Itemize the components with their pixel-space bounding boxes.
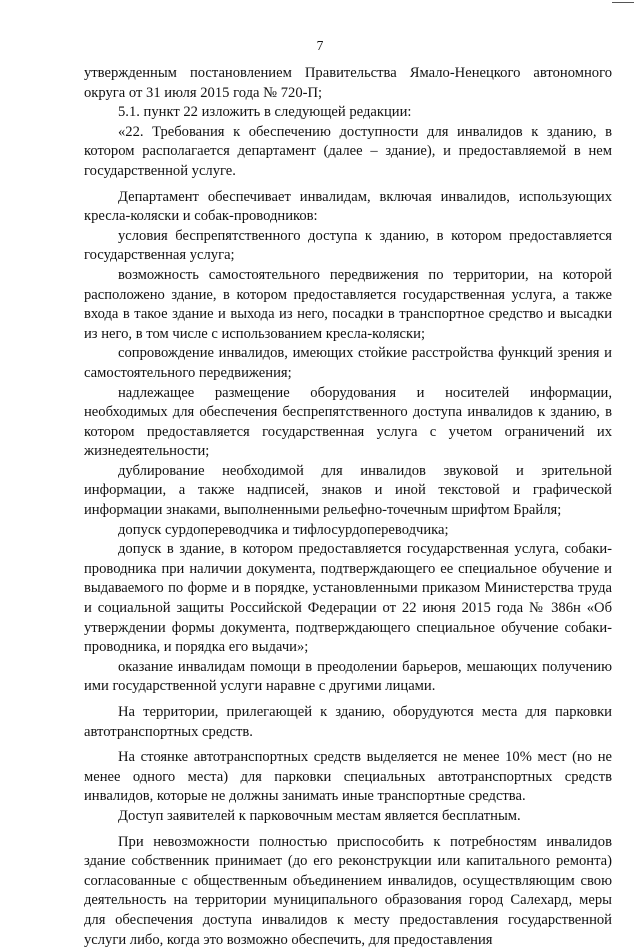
- paragraph: надлежащее размещение оборудования и носителей информации, необходимых для обеспечения беспрепятственного доступа инвалидов к зданию, в котором предоставляется государственная услуга с учетом ограничений их жизнедеятельности;: [84, 384, 612, 460]
- paragraph: При невозможности полностью приспособить к потребностям инвалидов здание собственник принимает (до его реконструкции или капитального ремонта) согласованные с общественным объединением инвалидов, осуществляющим свою деятельность на территории муниципального образования город Салехард, меры для обеспечения доступа инвалидов к месту предоставления государственной услуги либо, когда это возможно обеспечить, для предоставления: [84, 833, 612, 948]
- paragraph: Доступ заявителей к парковочным местам является бесплатным.: [118, 807, 521, 824]
- paragraph: На стоянке автотранспортных средств выделяется не менее 10% мест (но не менее одного места) для парковки специальных автотранспортных средств инвалидов, которые не должны занимать иные транспортные средства.: [84, 749, 612, 805]
- paragraph: 5.1. пункт 22 изложить в следующей редакции:: [118, 104, 412, 121]
- page-number: 7: [316, 38, 324, 53]
- paragraph: допуск в здание, в котором предоставляется государственная услуга, собаки-проводника при наличии документа, подтверждающего ее специальное обучение и выдаваемого по форме и в порядке, установленными приказом Министерства труда и социальной защиты Российской Федерации от 22 июня 2015 года № 386н «Об утверждении формы документа, подтверждающего специальное обучение собаки-проводника, и порядка его выдачи»;: [84, 541, 612, 656]
- paragraph: условия беспрепятственного доступа к зданию, в котором предоставляется государственная услуга;: [84, 227, 612, 264]
- paragraph: допуск сурдопереводчика и тифлосурдопереводчика;: [118, 521, 449, 538]
- paragraph: На территории, прилегающей к зданию, оборудуются места для парковки автотранспортных средств.: [84, 704, 612, 740]
- paragraph: возможность самостоятельного передвижения по территории, на которой расположено здание, в котором предоставляется государственная услуга, а также входа в такое здание и выхода из него, посадки в транспортное средство и высадки из него, в том числе с использованием кресла-коляски;: [84, 266, 612, 342]
- paragraph: дублирование необходимой для инвалидов звуковой и зрительной информации, а также надписей, знаков и иной текстовой и графической информации знаками, выполненными рельефно-точечным шрифтом Брайля;: [84, 462, 612, 519]
- document-body: [84, 64, 612, 950]
- paragraph: сопровождение инвалидов, имеющих стойкие расстройства функций зрения и самостоятельного передвижения;: [84, 345, 612, 381]
- paragraph: Департамент обеспечивает инвалидам, включая инвалидов, использующих кресла-коляски и собак-проводников:: [84, 188, 612, 225]
- scan-corner-mark: [612, 2, 634, 4]
- paragraph: утвержденным постановлением Правительства Ямало-Ненецкого автономного округа от 31 июля 2015 года № 720-П;: [84, 65, 612, 101]
- paragraph: «22. Требования к обеспечению доступности для инвалидов к зданию, в котором располагается департамент (далее – здание), и предоставляемой в нем государственной услуге.: [84, 123, 612, 179]
- paragraph: оказание инвалидам помощи в преодолении барьеров, мешающих получению ими государственной услуги наравне с другими лицами.: [84, 658, 612, 695]
